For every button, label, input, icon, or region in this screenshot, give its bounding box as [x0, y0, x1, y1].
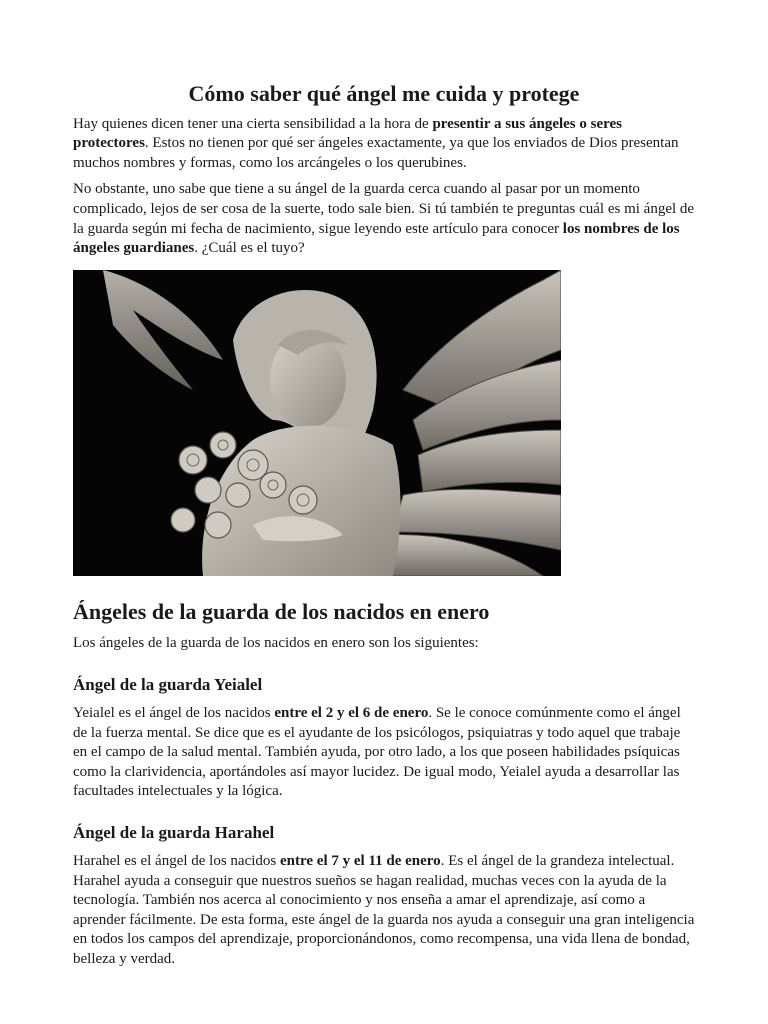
harahel-text-end: . Es el ángel de la grandeza intelectual. Harahel ayuda a conseguir que nuestros sueños se hagan realidad, muchas veces con la ayuda de la tecnología. También nos acerca al conocimiento y nos enseña a amar el aprendizaje, así como a aprender fácilmente. De esta forma, este ángel de la guarda nos ayuda a conseguir una gran inteligencia en todos los campos del aprendizaje, proporcionándonos, como recompensa, una vida llena de bondad, belleza y verdad. [73, 853, 695, 968]
section-intro: Los ángeles de la guarda de los nacidos en enero son los siguientes: [73, 635, 479, 652]
harahel-text: Harahel es el ángel de los nacidos [73, 853, 281, 870]
intro-paragraph-1 [73, 115, 695, 174]
article-title: Cómo saber qué ángel me cuida y protege [188, 81, 580, 106]
intro-1-text: Hay quienes dicen tener una cierta sensibilidad a la hora de [73, 115, 433, 132]
yeialel-text-end: . Se le conoce comúnmente como el ángel de la fuerza mental. Se dice que es el ayudante de los psicólogos, psiquiatras y todo aquel que trabaje en el campo de la salud mental. También ayuda, por otro lado, a los que poseen habilidades psíquicas como la clarividencia, aportándoles así mayor lucidez. De igual modo, Yeialel ayuda a desarrollar las facultades intelectuales y la lógica. [73, 705, 681, 800]
angel-heading-yeialel: Ángel de la guarda Yeialel [73, 674, 263, 694]
intro-paragraph-2 [73, 180, 695, 258]
angel-paragraph-harahel [73, 852, 695, 970]
yeialel-dates: entre el 2 y el 6 de enero [274, 705, 429, 722]
intro-1-text-end: . Estos no tienen por qué ser ángeles exactamente, ya que los enviados de Dios presentan muchos nombres y formas, como los arcángeles o los querubines. [73, 135, 679, 171]
angel-statue-image [73, 270, 561, 576]
angel-statue-illustration [73, 270, 561, 576]
intro-1-bold: presentir a sus ángeles o seres protectores [73, 115, 623, 152]
section-heading: Ángeles de la guarda de los nacidos en enero [73, 598, 490, 624]
article [73, 80, 695, 977]
angel-paragraph-yeialel [73, 704, 695, 802]
harahel-dates: entre el 7 y el 11 de enero [280, 853, 441, 870]
intro-2-text: No obstante, uno sabe que tiene a su ángel de la guarda cerca cuando al pasar por un momento complicado, lejos de ser cosa de la suerte, todo sale bien. Si tú también te preguntas cuál es mi ángel de la guarda según mi fecha de nacimiento, sigue leyendo este artículo para conocer [73, 181, 695, 237]
angel-heading-harahel: Ángel de la guarda Harahel [73, 823, 275, 842]
intro-2-text-end: . ¿Cuál es el tuyo? [194, 240, 305, 257]
yeialel-text: Yeialel es el ángel de los nacidos [73, 705, 275, 722]
intro-2-bold: los nombres de los ángeles guardianes [73, 220, 680, 257]
